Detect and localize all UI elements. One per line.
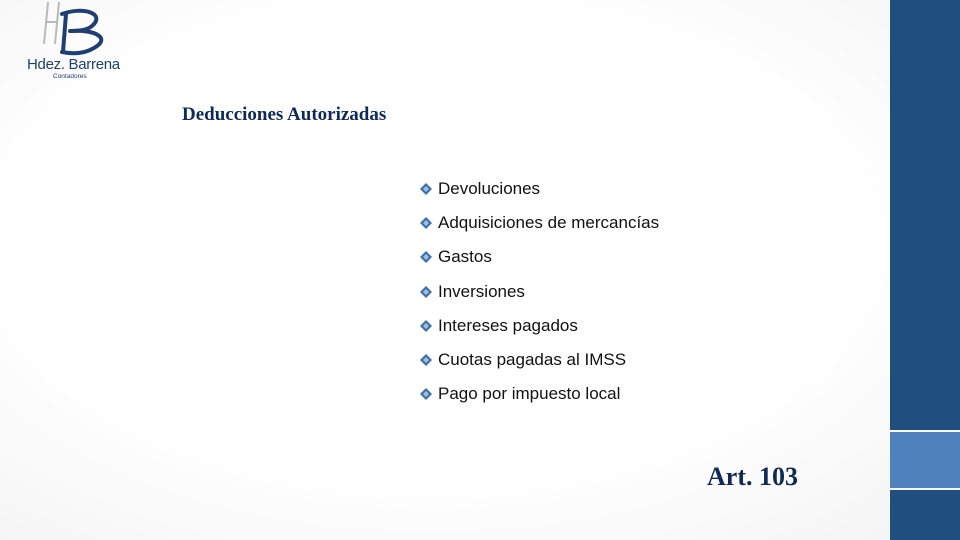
list-item <box>420 343 659 377</box>
decorative-sidebar <box>890 0 960 540</box>
diamond-bullet-icon <box>420 217 432 229</box>
list-item-label: Adquisiciones de mercancías <box>438 213 660 233</box>
list-item <box>420 275 659 309</box>
list-item <box>420 240 659 274</box>
list-item <box>420 377 659 411</box>
hb-monogram-icon <box>22 0 132 60</box>
bullet-list <box>420 172 659 411</box>
list-item-label: Intereses pagados <box>438 315 578 335</box>
article-reference: Art. 103 <box>707 462 798 491</box>
diamond-bullet-icon <box>420 388 432 400</box>
diamond-bullet-icon <box>420 251 432 263</box>
list-item-label: Devoluciones <box>438 179 541 199</box>
diamond-bullet-icon <box>420 354 432 366</box>
sidebar-light-block <box>890 432 960 488</box>
diamond-bullet-icon <box>420 183 432 195</box>
company-logo <box>22 0 132 92</box>
diamond-bullet-icon <box>420 286 432 298</box>
list-item-label: Gastos <box>438 247 492 267</box>
sidebar-dark-bottom <box>890 490 960 540</box>
list-item <box>420 309 659 343</box>
list-item <box>420 172 659 206</box>
logo-subtitle: Contadores <box>53 73 87 80</box>
logo-name: Hdez. Barrena <box>27 56 120 73</box>
diamond-bullet-icon <box>420 320 432 332</box>
slide-title: Deducciones Autorizadas <box>182 104 387 125</box>
list-item-label: Inversiones <box>438 281 525 301</box>
list-item-label: Pago por impuesto local <box>438 384 621 404</box>
list-item-label: Cuotas pagadas al IMSS <box>438 350 627 370</box>
sidebar-dark-top <box>890 0 960 430</box>
list-item <box>420 206 659 240</box>
